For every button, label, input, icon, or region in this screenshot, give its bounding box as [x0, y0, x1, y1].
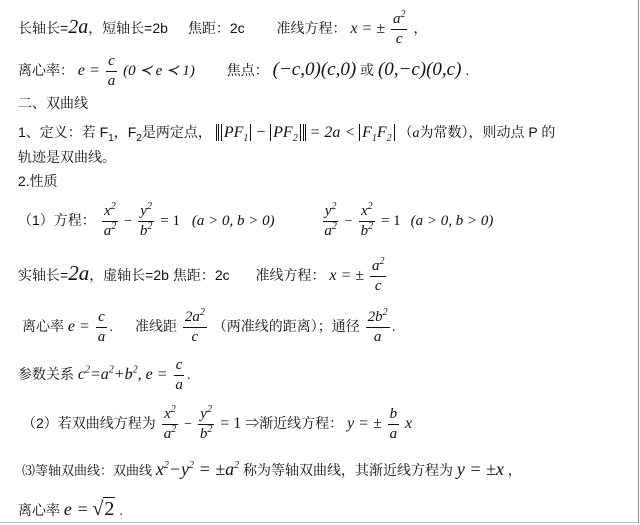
directrix-fraction: $\frac{a^2}{c}$ — [392, 8, 406, 47]
heading-text: 二、双曲线 — [18, 95, 88, 111]
ellipse-axis-line — [18, 8, 428, 47]
equiaxial-eccentricity-line: 离心率 e = √2 . — [18, 498, 124, 520]
equiaxial-hyperbola-line: ⑶等轴双曲线：双曲线 $x^2-y^2 = \pm a^2$ 称为等轴双曲线，其渐近线方程为 y = ±x ， — [22, 459, 522, 479]
real-axis-line: 实轴长=2a，虚轴长=2b 焦距：2c 准线方程： x = ± $\frac{a^2}{c}$ — [18, 255, 385, 294]
asymptote-line: （2）若双曲线方程为 $\frac{x^2}{a^2}$ − $\frac{y^2}{b^2}$ = 1 ⇒渐近线方程： y = ± $\frac{b}{a}$ x — [22, 403, 413, 442]
focal-distance: $F_1F_2$ — [359, 124, 395, 141]
definition-line: 1、定义：若 $F_1$，$F_2$是两定点， $PF_1 - PF_2 = 2a < F_1F_2$ （a为常数），则动点 P 的 — [18, 124, 556, 145]
comma: ， — [413, 20, 428, 36]
parameter-relation-line: 参数关系 $c^2=a^2+b^2$, e = $\frac{c}{a}$ . — [18, 356, 191, 393]
or-word: 或 — [360, 62, 375, 78]
directrix-label: 准线方程： — [276, 20, 347, 36]
hyperbola-equation-line: （1）方程： $\frac{x^2}{a^2}$ − $\frac{y^2}{b^2}$ = 1 (a > 0, b > 0) $\frac{y^2}{a^2}$ − $\frac{x^2}{b^2}$ = 1 (a > 0, b > 0) — [18, 200, 494, 239]
foci-label: 焦点： — [226, 62, 269, 78]
foci-y: (0,−c)(0,c) — [377, 59, 462, 80]
minor-axis-text: ，短轴长=2b — [88, 20, 168, 36]
major-axis-label: 长轴长= — [18, 20, 69, 36]
major-axis-value: 2a — [68, 16, 89, 38]
section-hyperbola-heading — [18, 92, 88, 114]
distance-difference: $PF_1 - PF_2$ — [216, 124, 306, 141]
eccentricity-lhs: e = — [77, 62, 100, 79]
eccentricity-fraction: $\frac{c}{a}$ — [107, 52, 116, 89]
focal-distance-text: 焦距：2c — [187, 20, 245, 36]
hyperbola-eccentricity-line: 离心率 e = $\frac{c}{a}$ . 准线距 $\frac{2a^2}{c}$ （两准线的距离）；通径 $\frac{2b^2}{a}$ . — [22, 306, 396, 345]
ellipse-eccentricity-line — [18, 52, 469, 88]
eccentricity-range: (0 ≺ e ≺ 1) — [123, 63, 195, 79]
eccentricity-label: 离心率： — [18, 62, 74, 78]
properties-heading: 2.性质 — [18, 173, 58, 189]
definition-line-continued: 轨迹是双曲线。 — [18, 149, 116, 165]
foci-x: (−c,0)(c,0) — [272, 59, 357, 80]
directrix-lhs: x = ± — [350, 20, 386, 37]
sqrt-expression: √2 — [92, 498, 115, 520]
period: . — [465, 62, 470, 78]
